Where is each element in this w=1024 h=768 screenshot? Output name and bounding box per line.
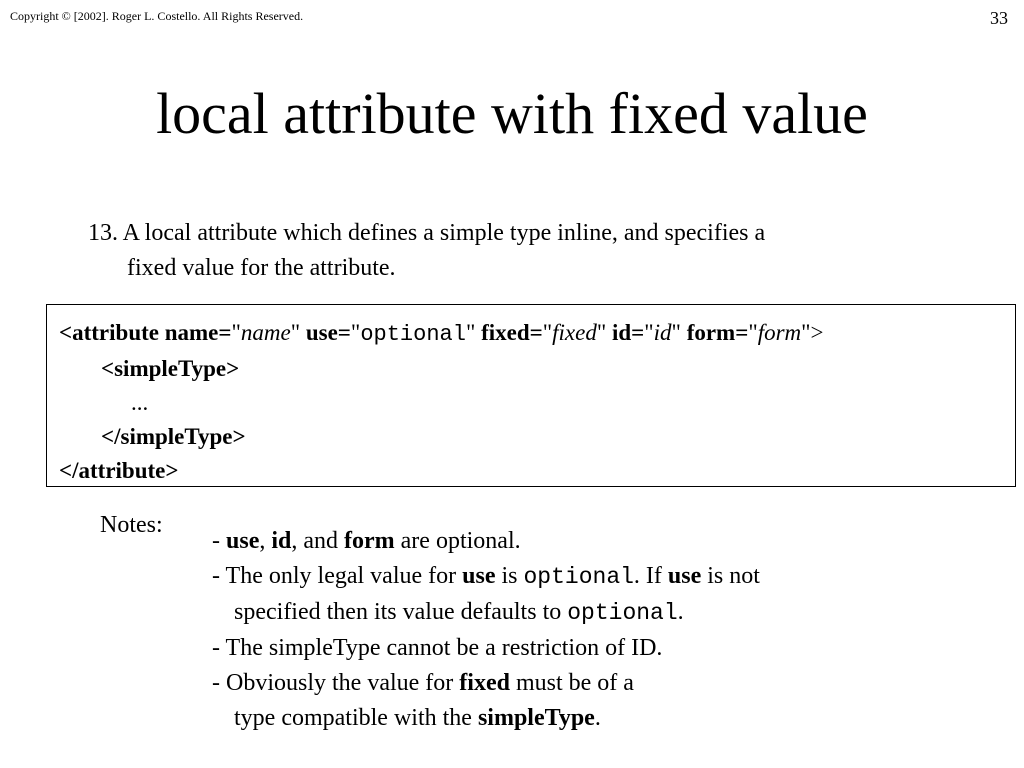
code-id-q1: "	[644, 320, 654, 345]
note2-use2: use	[667, 563, 702, 589]
code-form-attr: form=	[686, 320, 749, 345]
note4-fixed: fixed	[459, 670, 510, 696]
code-form-q2: ">	[801, 320, 824, 345]
code-name-val: name	[240, 320, 291, 345]
note-item-4	[212, 666, 932, 736]
note2-optional: optional	[523, 564, 634, 590]
code-line-simpletype-close	[59, 420, 1015, 454]
note4-b: must be of a	[509, 670, 634, 696]
note1-use: use	[226, 528, 260, 554]
notes-label: Notes:	[100, 512, 163, 538]
note1-dash: -	[212, 528, 226, 554]
slide-title: local attribute with fixed value	[156, 81, 868, 146]
copyright-text: Copyright © [2002]. Roger L. Costello. All Rights Reserved.	[10, 9, 304, 23]
code-id-attr: id=	[611, 320, 645, 345]
note1-form: form	[344, 528, 395, 554]
note2-notspec: is not	[701, 563, 760, 589]
note4-a: - Obviously the value for	[212, 670, 460, 696]
code-id-q2: "	[671, 320, 681, 345]
note2-if: . If	[633, 563, 668, 589]
intro-line-2: fixed value for the attribute.	[127, 255, 396, 281]
note2-cont-text: specified then its value defaults to	[234, 599, 568, 625]
intro-text	[88, 216, 928, 286]
code-ellipsis: ...	[131, 390, 149, 415]
code-line-ellipsis	[59, 386, 1015, 420]
note2-optional2: optional	[567, 600, 678, 626]
code-line-attribute-open	[59, 316, 1015, 352]
note4-cont-text: type compatible with the	[234, 705, 478, 731]
note1-comma: ,	[259, 528, 272, 554]
code-fixed-attr: fixed=	[481, 320, 543, 345]
code-close-tag: </attribute>	[59, 458, 179, 483]
code-use-attr: use=	[305, 320, 351, 345]
note2-continuation	[212, 595, 932, 631]
note-item-1	[212, 524, 932, 559]
code-fixed-q1: "	[542, 320, 553, 345]
code-name-q2: "	[290, 320, 301, 345]
code-use-val: optional	[360, 322, 466, 347]
note1-rest: are optional.	[394, 528, 521, 554]
note4-simpletype: simpleType	[477, 705, 595, 731]
page-number: 33	[990, 8, 1008, 28]
note2-period: .	[677, 599, 684, 625]
code-id-val: id	[653, 320, 672, 345]
code-fixed-q2: "	[596, 320, 607, 345]
note4-continuation	[212, 701, 932, 736]
code-name-attr: name=	[164, 320, 232, 345]
note-item-3: - The simpleType cannot be a restriction of ID.	[212, 635, 663, 661]
code-simpletype-open: <simpleType>	[101, 356, 240, 381]
code-simpletype-close: </simpleType>	[101, 424, 246, 449]
code-open-tag: <attribute	[59, 320, 159, 345]
code-box	[46, 304, 1016, 487]
note4-period: .	[594, 705, 601, 731]
code-fixed-val: fixed	[552, 320, 597, 345]
note2-use: use	[462, 563, 496, 589]
code-form-val: form	[757, 320, 802, 345]
notes-list	[212, 524, 932, 736]
intro-line-1: 13. A local attribute which defines a simple type inline, and specifies a	[88, 220, 766, 246]
code-use-q1: "	[350, 320, 361, 345]
note1-and: , and	[291, 528, 345, 554]
code-name-q1: "	[231, 320, 241, 345]
code-line-attribute-close	[59, 454, 1015, 488]
note-item-2	[212, 559, 932, 631]
code-use-q2: "	[465, 320, 476, 345]
note2-is: is	[495, 563, 524, 589]
note2-a: - The only legal value for	[212, 563, 463, 589]
note1-id: id	[271, 528, 292, 554]
code-form-q1: "	[748, 320, 758, 345]
code-line-simpletype-open	[59, 352, 1015, 386]
